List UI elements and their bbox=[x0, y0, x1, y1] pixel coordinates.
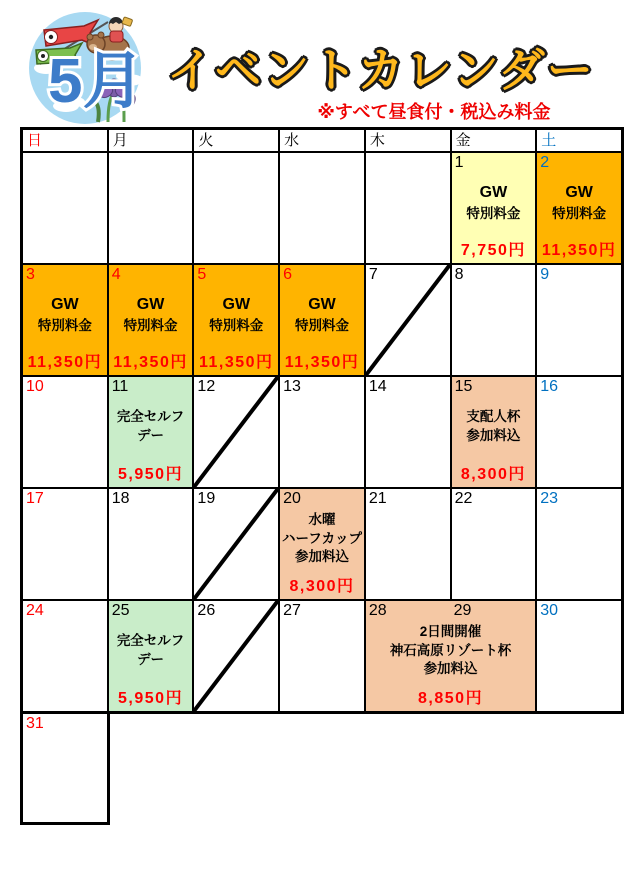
event-text-line: 水曜 bbox=[308, 511, 336, 527]
day-cell-3 bbox=[23, 265, 107, 375]
event-text-line: GW bbox=[565, 184, 593, 202]
date-number: 17 bbox=[26, 490, 44, 507]
weekday-header-金: 金 bbox=[452, 130, 536, 151]
day-cell-13 bbox=[280, 377, 364, 487]
day-cell-9 bbox=[537, 265, 621, 375]
day-cell-21 bbox=[366, 489, 450, 599]
day-cell-12 bbox=[194, 377, 278, 487]
date-number: 20 bbox=[283, 490, 301, 507]
day-cell-20 bbox=[280, 489, 364, 599]
day-cell-6 bbox=[280, 265, 364, 375]
date-number: 30 bbox=[540, 602, 559, 619]
price-label: 8,300円 bbox=[289, 578, 355, 595]
day-cell-10 bbox=[23, 377, 107, 487]
day-cell-31 bbox=[20, 711, 110, 825]
day-cell-22 bbox=[452, 489, 536, 599]
event-text-line: 完全セルフ bbox=[116, 633, 185, 649]
date-number: 24 bbox=[26, 602, 44, 619]
weekday-header-水: 水 bbox=[280, 130, 364, 151]
event-text-line: GW bbox=[222, 296, 251, 314]
day-cell-14 bbox=[366, 377, 450, 487]
empty-day-cell bbox=[23, 153, 107, 263]
weekday-header-日: 日 bbox=[23, 130, 107, 151]
price-label: 11,350円 bbox=[113, 354, 188, 371]
date-number: 31 bbox=[26, 715, 44, 732]
event-label bbox=[280, 265, 364, 349]
date-number: 4 bbox=[111, 266, 121, 283]
day-cell-7 bbox=[366, 265, 450, 375]
empty-day-cell bbox=[109, 153, 193, 263]
closed-diagonal-line bbox=[366, 265, 450, 375]
event-text-line: 特別料金 bbox=[37, 317, 92, 333]
day-cell-16 bbox=[537, 377, 621, 487]
date-number: 27 bbox=[283, 602, 301, 619]
event-text-line: GW bbox=[51, 296, 79, 314]
event-text-line: 神石高原リゾート杯 bbox=[389, 642, 512, 658]
weekday-header-火: 火 bbox=[194, 130, 278, 151]
date-number: 25 bbox=[111, 602, 130, 619]
day-cell-11 bbox=[109, 377, 193, 487]
event-text-line: 特別料金 bbox=[294, 317, 349, 333]
event-text-line: GW bbox=[479, 184, 508, 202]
event-text-line: ハーフカップ bbox=[281, 530, 363, 546]
date-number: 10 bbox=[26, 378, 44, 395]
price-label: 5,950円 bbox=[118, 466, 184, 483]
price-label: 11,350円 bbox=[284, 354, 360, 371]
date-number: 29 bbox=[453, 602, 472, 619]
day-cell-25 bbox=[109, 601, 193, 711]
event-label bbox=[537, 153, 621, 237]
may-logo-illustration bbox=[20, 6, 150, 126]
price-label: 7,750円 bbox=[460, 242, 526, 259]
date-number: 23 bbox=[540, 490, 559, 507]
date-number: 11 bbox=[111, 378, 129, 395]
date-number: 18 bbox=[111, 490, 130, 507]
event-text-line: 特別料金 bbox=[209, 317, 264, 333]
date-number: 5 bbox=[197, 266, 207, 283]
day-cell-26 bbox=[194, 601, 278, 711]
day-cell-5 bbox=[194, 265, 278, 375]
price-label: 11,350円 bbox=[199, 354, 274, 371]
event-text-line: 2日間開催 bbox=[419, 623, 482, 639]
event-label bbox=[23, 265, 107, 349]
empty-day-cell bbox=[194, 153, 278, 263]
event-text-line: 完全セルフ bbox=[116, 409, 185, 425]
event-text-line: GW bbox=[136, 296, 165, 314]
event-text-line: 特別料金 bbox=[123, 317, 178, 333]
date-number: 1 bbox=[454, 154, 464, 171]
day-cell-24 bbox=[23, 601, 107, 711]
date-number: 16 bbox=[540, 378, 559, 395]
day-cell-4 bbox=[109, 265, 193, 375]
day-cell-15 bbox=[452, 377, 536, 487]
day-cell-30 bbox=[537, 601, 621, 711]
date-number: 7 bbox=[368, 266, 378, 283]
date-number: 6 bbox=[283, 266, 293, 283]
day-cell-18 bbox=[109, 489, 193, 599]
date-number: 2 bbox=[540, 154, 550, 171]
page-title: イベントカレンダー bbox=[167, 44, 595, 96]
price-label: 5,950円 bbox=[118, 690, 184, 707]
event-text-line: 特別料金 bbox=[466, 205, 521, 221]
day-cell-28 bbox=[366, 601, 535, 711]
may-logo-badge bbox=[20, 6, 150, 126]
date-number: 22 bbox=[454, 490, 473, 507]
event-text-line: デー bbox=[137, 652, 165, 667]
date-number: 15 bbox=[454, 378, 473, 395]
date-number: 3 bbox=[26, 266, 35, 283]
date-number: 14 bbox=[368, 378, 387, 395]
weekday-header-月: 月 bbox=[109, 130, 193, 151]
weekday-header-土: 土 bbox=[537, 130, 621, 151]
weekday-header-木: 木 bbox=[366, 130, 450, 151]
event-text-line: デー bbox=[137, 428, 165, 443]
day-cell-17 bbox=[23, 489, 107, 599]
date-number: 26 bbox=[197, 602, 216, 619]
event-label bbox=[109, 265, 193, 349]
event-text-line: 参加料込 bbox=[466, 428, 521, 443]
day-cell-23 bbox=[537, 489, 621, 599]
price-label: 8,300円 bbox=[460, 466, 526, 483]
event-label bbox=[194, 265, 278, 349]
day-cell-19 bbox=[194, 489, 278, 599]
price-label: 11,350円 bbox=[27, 354, 103, 371]
day-cell-1 bbox=[452, 153, 536, 263]
date-number: 8 bbox=[454, 266, 464, 283]
date-number: 21 bbox=[368, 490, 387, 507]
event-text-line: 参加料込 bbox=[294, 549, 349, 565]
empty-day-cell bbox=[280, 153, 364, 263]
date-number: 28 bbox=[368, 602, 387, 619]
event-text-line: GW bbox=[308, 296, 336, 314]
price-note: ※すべて昼食付・税込み料金 bbox=[317, 102, 551, 122]
day-cell-2 bbox=[537, 153, 621, 263]
event-label bbox=[452, 153, 536, 237]
date-number: 12 bbox=[197, 378, 216, 395]
month-label: 5月 bbox=[48, 47, 145, 116]
day-cell-27 bbox=[280, 601, 364, 711]
event-text-line: 支配人杯 bbox=[466, 409, 521, 425]
price-label: 11,350円 bbox=[541, 242, 617, 259]
event-text-line: 参加料込 bbox=[423, 661, 478, 677]
price-label: 8,850円 bbox=[418, 690, 484, 707]
date-number: 19 bbox=[197, 490, 216, 507]
date-number: 13 bbox=[283, 378, 301, 395]
day-cell-8 bbox=[452, 265, 536, 375]
event-label bbox=[366, 601, 535, 685]
calendar-grid bbox=[20, 127, 624, 714]
event-text-line: 特別料金 bbox=[552, 205, 607, 221]
date-number: 9 bbox=[540, 266, 550, 283]
empty-day-cell bbox=[366, 153, 450, 263]
